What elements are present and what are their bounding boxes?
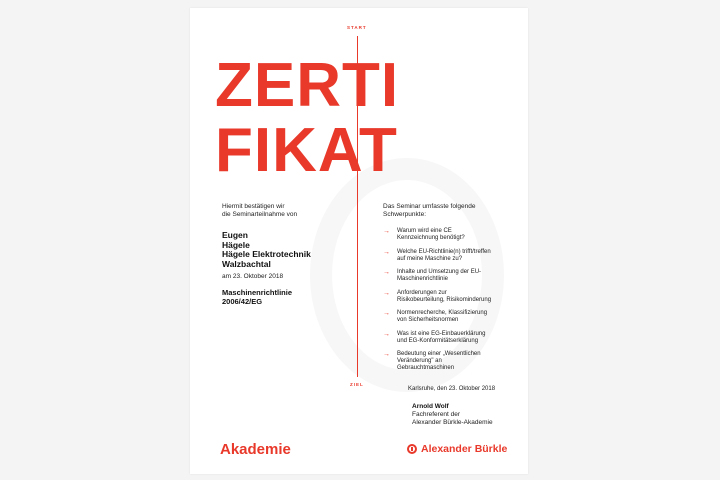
topic-text: [397, 269, 481, 283]
directive-line-1: Maschinenrichtlinie: [222, 288, 293, 297]
seminar-intro: Das Seminar umfasste folgende Schwerpunkte:: [383, 203, 476, 218]
brand-logo: [407, 443, 507, 455]
topic-line: Normenrecherche, Klassifizierung: [397, 310, 488, 316]
participant-block: [222, 231, 311, 269]
list-item: [383, 249, 523, 263]
signer-role-line-1: Fachreferent der: [412, 411, 461, 418]
list-item: [383, 351, 523, 372]
arrow-right-icon: →: [383, 289, 390, 297]
topic-line: Gebrauchtmaschinen: [397, 365, 455, 371]
title-line-1: ZERTI: [215, 51, 400, 120]
list-item: [383, 228, 523, 242]
brand-name: Alexander Bürkle: [421, 443, 508, 455]
arrow-right-icon: →: [383, 310, 390, 317]
topic-line: Welche EU-Richtlinie(n) trifft/treffen: [397, 248, 491, 255]
intro-line-2: die Seminarteilnahme von: [222, 211, 298, 218]
topic-line: Inhalte und Umsetzung der EU-: [397, 269, 482, 275]
arrow-right-icon: →: [383, 351, 390, 358]
participant-first-name: Eugen: [222, 230, 248, 240]
topic-line: Kennzeichnung benötigt?: [397, 235, 465, 241]
topic-line: auf meine Maschine zu?: [397, 255, 463, 262]
signer-role-line-2: Alexander Bürkle-Akademie: [412, 419, 493, 426]
arrow-right-icon: →: [383, 269, 390, 276]
topic-line: Risikobeurteilung, Risikominderung: [397, 296, 492, 303]
arrow-right-icon: →: [383, 330, 390, 338]
intro-line-1: Hiermit bestätigen wir: [222, 203, 285, 210]
participant-last-name: Hägele: [222, 239, 250, 250]
participant-company: Hägele Elektrotechnik: [222, 249, 311, 259]
place-date: Karlsruhe, den 23. Oktober 2018: [408, 386, 496, 392]
list-item: [383, 310, 523, 324]
signer-name: Arnold Wolf: [412, 403, 449, 410]
arrow-right-icon: →: [383, 228, 390, 235]
seminar-date: am 23. Oktober 2018: [222, 273, 284, 280]
topic-line: und EG-Konformitätserklärung: [397, 337, 479, 344]
title-line-2: FIKAT: [215, 116, 398, 185]
power-circle-icon: [407, 444, 417, 454]
topic-line: Bedeutung einer „Wesentlichen: [397, 351, 481, 357]
participant-location: Walzbachtal: [222, 258, 271, 269]
topic-line: Anforderungen zur: [397, 289, 447, 296]
topic-text: [397, 331, 486, 345]
topic-line: Veränderung" an: [397, 358, 442, 364]
topic-list: [383, 228, 523, 379]
topic-line: Maschinenrichtlinie: [397, 276, 449, 282]
arrow-right-icon: →: [383, 248, 390, 256]
directive-line-2: 2006/42/EG: [222, 296, 263, 306]
topic-line: Warum wird eine CE: [397, 228, 452, 234]
ziel-marker: ZIEL: [350, 382, 364, 387]
topic-line: Was ist eine EG-Einbauerklärung: [397, 330, 486, 337]
start-marker: START: [347, 25, 367, 30]
list-item: [383, 269, 523, 283]
list-item: [383, 290, 523, 304]
topic-line: von Sicherheitsnormen: [397, 317, 459, 323]
topic-text: [397, 290, 491, 304]
akademie-logo: Akademie: [220, 441, 291, 458]
topic-text: [397, 228, 465, 242]
topic-text: [397, 249, 491, 263]
list-item: [383, 331, 523, 345]
topic-text: [397, 310, 487, 324]
directive-block: [222, 289, 292, 306]
certificate-sheet: [190, 8, 528, 474]
topic-text: [397, 351, 481, 372]
